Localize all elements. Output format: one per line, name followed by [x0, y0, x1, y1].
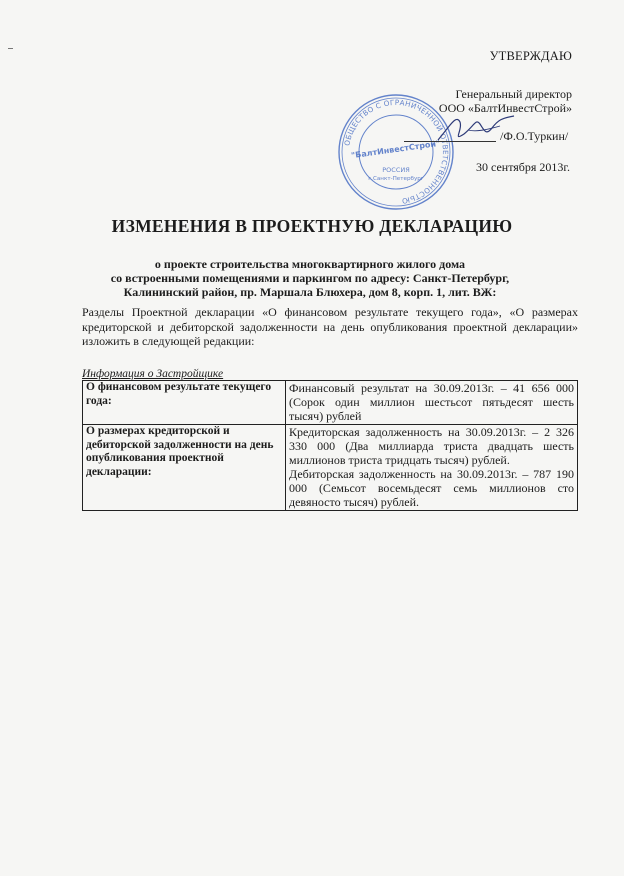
- subtitle-line: о проекте строительства многоквартирного жилого дома: [154, 257, 466, 271]
- subtitle-line: со встроенными помещениями и паркингом по адресу: Санкт-Петербург,: [110, 271, 510, 285]
- table-row: [83, 381, 578, 425]
- approval-date: 30 сентября 2013г.: [475, 160, 570, 174]
- seal-outer-text: ОБЩЕСТВО С ОГРАНИЧЕННОЙ ОТВЕТСТВЕННОСТЬЮ: [342, 97, 451, 206]
- developer-info-table: [82, 380, 578, 511]
- row-value-text: Финансовый результат на 30.09.2013г. – 41 656 000 (Сорок один миллион шестьсот пятьдесят шесть тысяч) рублей: [289, 381, 574, 423]
- seal-country: РОССИЯ: [382, 166, 410, 174]
- signatory-position: Генеральный директор: [455, 87, 572, 101]
- row-value: [286, 381, 578, 425]
- row-value-text: Дебиторская задолженность на 30.09.2013г. – 787 190 000 (Семьсот восемьдесят семь миллионов сто девяносто тысяч) рублей.: [289, 467, 574, 509]
- row-label: О финансовом результате текущего года:: [83, 381, 286, 425]
- section-label: Информация о Застройщике: [82, 368, 224, 380]
- table-row: [83, 425, 578, 511]
- signatory-organization: ООО «БалтИнвестСтрой»: [438, 101, 572, 115]
- row-value: [286, 425, 578, 511]
- signature-line: [404, 141, 496, 142]
- row-value-text: Кредиторская задолженность на 30.09.2013г. – 2 326 330 000 (Два миллиарда триста двадцать шесть миллионов триста тридцать тысяч) рублей.: [289, 425, 574, 467]
- subtitle-line: Калининский район, пр. Маршала Блюхера, дом 8, корп. 1, лит. ВЖ:: [123, 285, 497, 299]
- document-title: ИЗМЕНЕНИЯ В ПРОЕКТНУЮ ДЕКЛАРАЦИЮ: [111, 216, 513, 236]
- row-label: О размерах кредиторской и дебиторской задолженности на день опубликования проектной декларации:: [83, 425, 286, 511]
- approval-heading: УТВЕРЖДАЮ: [489, 49, 572, 63]
- document-subtitle: [60, 257, 560, 299]
- seal-city: г.Санкт-Петербург: [368, 176, 424, 182]
- signer-name: /Ф.О.Туркин/: [500, 129, 569, 143]
- seal-center-text: "БалтИнвестСтрой": [350, 138, 441, 161]
- margin-mark: [8, 48, 13, 49]
- intro-paragraph: Разделы Проектной декларации «О финансовом результате текущего года», «О размерах кредиторской и дебиторской задолженности на день опубликования проектной декларации» изложить в следующей редакции:: [82, 305, 578, 348]
